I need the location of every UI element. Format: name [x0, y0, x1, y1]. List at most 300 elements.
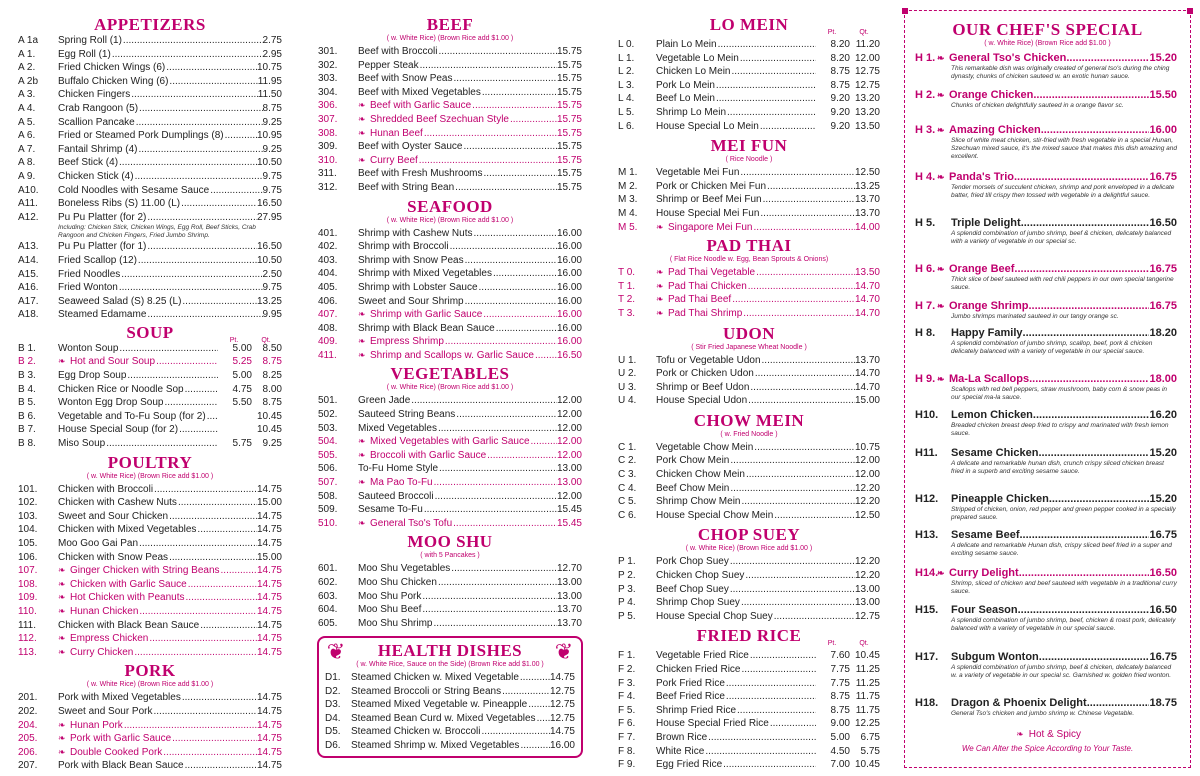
item-name-wrap — [656, 441, 855, 455]
item-name-wrap — [358, 422, 557, 436]
item-price: 10.95 — [256, 130, 282, 142]
item-price: 14.75 — [256, 633, 282, 645]
item-code: 309. — [318, 141, 338, 153]
item-name-wrap — [656, 509, 855, 523]
item-code: B 1. — [18, 342, 36, 354]
item-name-wrap — [370, 349, 557, 363]
menu-item — [18, 619, 282, 633]
menu-item — [325, 698, 575, 712]
menu-item — [18, 143, 282, 157]
menu-item — [618, 610, 880, 624]
item-code: A 6. — [18, 130, 36, 142]
item-code: H18. — [915, 697, 939, 709]
item-price-qt: 12.75 — [854, 66, 880, 78]
item-code: 509. — [318, 504, 338, 516]
item-price: 15.00 — [256, 551, 282, 563]
item-price: 14.70 — [854, 381, 880, 393]
item-price: 14.75 — [256, 705, 282, 717]
item-code: F 3. — [618, 677, 636, 689]
chili-pepper-icon: ❧ — [937, 301, 945, 311]
item-code: A 9. — [18, 170, 36, 182]
item-name-wrap — [58, 143, 263, 157]
chef-item-header — [915, 493, 1177, 506]
item-code: B 6. — [18, 410, 36, 422]
chef-special-item — [915, 529, 1177, 558]
appetizers-list-2 — [18, 240, 282, 322]
item-code: H14. — [915, 567, 939, 579]
item-code: 302. — [318, 59, 338, 71]
item-name: Seaweed Salad (S) 8.25 (L) — [58, 295, 182, 307]
menu-item — [318, 517, 582, 531]
item-name: Beef with Snow Peas — [358, 73, 453, 85]
item-name: Chicken with Cashew Nuts — [58, 497, 177, 509]
chili-pepper-icon: ❧ — [358, 477, 366, 488]
item-price: 16.00 — [556, 295, 582, 307]
item-price-pt: 5.00 — [232, 342, 252, 354]
item-price: 12.20 — [854, 496, 880, 508]
menu-item — [618, 293, 880, 307]
item-price: 16.00 — [556, 281, 582, 293]
item-name: Sweet and Sour Pork — [58, 705, 153, 717]
item-price: 12.50 — [854, 509, 880, 521]
item-name-wrap — [70, 355, 218, 369]
item-code: U 1. — [618, 354, 637, 366]
item-name-wrap — [70, 732, 257, 746]
item-code: 201. — [18, 692, 38, 704]
item-name: Chicken with Black Bean Sauce — [58, 619, 200, 631]
chef-special-item — [915, 409, 1177, 438]
item-price: 16.75 — [1149, 529, 1177, 541]
item-price: 14.75 — [256, 692, 282, 704]
item-name: Beef with Mixed Vegetables — [358, 86, 481, 98]
menu-item — [18, 483, 282, 497]
item-name: Fried Chicken Wings (6) — [58, 62, 166, 74]
item-code: 109. — [18, 592, 38, 604]
item-price: 9.25 — [262, 116, 282, 128]
item-name: Brown Rice — [656, 731, 708, 743]
menu-item — [318, 590, 582, 604]
item-price-qt: 12.00 — [854, 52, 880, 64]
item-name: Beef Chop Suey — [656, 583, 729, 595]
item-name: Wonton Egg Drop Soup — [58, 397, 164, 409]
padthai-subtitle: ( Flat Rice Noodle w. Egg, Bean Sprouts & Onions) — [669, 256, 829, 264]
item-name: Hot and Sour Soup — [70, 356, 156, 368]
menu-item — [618, 677, 880, 691]
item-price-pt: 4.75 — [232, 383, 252, 395]
menu-item — [318, 422, 582, 436]
item-name: Panda's Trio — [949, 171, 1014, 183]
item-name: Pork with Mixed Vegetables — [58, 692, 181, 704]
chili-pepper-icon: ❧ — [656, 280, 664, 291]
chef-item-header — [915, 263, 1177, 276]
item-name-wrap — [656, 193, 855, 207]
item-code: H 4. — [915, 171, 936, 183]
menu-item — [318, 254, 582, 268]
menu-item — [325, 685, 575, 699]
item-code: 502. — [318, 409, 338, 421]
item-name: Fried or Steamed Pork Dumplings (8) — [58, 130, 224, 142]
item-name-wrap — [370, 154, 557, 168]
item-code: M 1. — [618, 167, 638, 179]
chef-special-item — [915, 327, 1177, 356]
item-code: 202. — [18, 705, 38, 717]
chowmein-title: CHOW MEIN — [693, 410, 805, 430]
item-name: Steamed Bean Curd w. Mixed Vegetables — [351, 712, 536, 724]
chili-pepper-icon: ❧ — [58, 565, 66, 576]
vegetables-title: VEGETABLES — [390, 364, 510, 384]
item-code: 113. — [18, 646, 37, 658]
item-name: Sauteed String Beans — [358, 409, 456, 421]
menu-item — [18, 632, 282, 646]
column-noodles-rice — [618, 0, 880, 772]
item-price-qt: 13.20 — [854, 106, 880, 118]
chili-pepper-icon: ❧ — [656, 267, 664, 278]
item-code: H 1. — [915, 52, 936, 64]
item-code: A 2b — [18, 75, 39, 87]
item-price: 16.50 — [1149, 567, 1177, 579]
item-name: Moo Goo Gai Pan — [58, 538, 139, 549]
menu-item — [318, 127, 582, 141]
item-name-wrap — [370, 449, 557, 463]
item-price: 10.75 — [854, 441, 880, 453]
item-price: 13.00 — [556, 463, 582, 475]
soup-title — [18, 324, 282, 342]
item-name: Triple Delight — [951, 217, 1021, 229]
item-code: M 3. — [618, 194, 638, 206]
item-name-wrap — [70, 591, 257, 605]
item-name-wrap — [70, 719, 257, 733]
item-name: Vegetable and To-Fu Soup (for 2) — [58, 410, 206, 422]
item-code: 505. — [318, 449, 338, 461]
menu-item — [618, 454, 880, 468]
item-name: Vegetable Mei Fun — [656, 167, 740, 179]
item-name: Moo Shu Pork — [358, 590, 422, 602]
menu-item — [18, 437, 282, 451]
chef-special-item — [915, 300, 1177, 321]
menu-item — [618, 745, 880, 759]
item-name: Pork or Chicken Udon — [656, 368, 754, 380]
item-price-pt: 9.00 — [830, 718, 850, 730]
beef-list — [318, 45, 582, 195]
item-price: 16.50 — [256, 241, 282, 253]
chowmein-list — [618, 441, 880, 523]
item-price: 12.75 — [854, 610, 880, 622]
item-code: D3. — [325, 699, 341, 710]
item-price-qt: 13.20 — [854, 93, 880, 105]
friedrice-title — [618, 626, 880, 648]
item-name-wrap — [951, 217, 1149, 230]
item-price: 16.50 — [1149, 217, 1177, 229]
item-code: M 4. — [618, 207, 638, 219]
item-name-wrap — [656, 731, 816, 745]
menu-item — [318, 408, 582, 422]
item-name: Chicken Chow Mein — [656, 469, 745, 481]
item-name: Orange Chicken — [949, 89, 1034, 101]
item-code: L 6. — [618, 120, 635, 132]
item-description: Jumbo shrimps marinated sauteed in our tangy orange sc. — [951, 313, 1119, 320]
menu-item — [618, 166, 880, 180]
item-price: 16.75 — [1149, 171, 1177, 183]
item-name: Wonton Soup — [58, 342, 119, 354]
item-code: H 3. — [915, 124, 936, 136]
item-price: 2.95 — [262, 48, 282, 60]
item-price: 16.00 — [556, 336, 582, 348]
item-name: Pad Thai Chicken — [668, 280, 747, 292]
chefs-special-subtitle: ( w. White Rice) (Brown Rice add $1.00 ) — [984, 40, 1111, 47]
item-name: Beef Lo Mein — [656, 93, 715, 105]
item-name-wrap — [358, 617, 557, 631]
appetizers-list — [18, 34, 282, 224]
chili-pepper-icon: ❧ — [656, 221, 664, 232]
chili-pepper-icon: ❧ — [58, 633, 66, 644]
soup-size-header — [218, 332, 282, 350]
item-name: Empress Chicken — [70, 633, 149, 645]
chili-pepper-icon: ❧ — [58, 733, 66, 744]
item-name-wrap — [58, 619, 257, 633]
item-price: 15.75 — [556, 46, 582, 57]
item-code: A11. — [18, 198, 38, 210]
item-code: 510. — [318, 517, 338, 529]
menu-item — [618, 495, 880, 509]
item-name-wrap — [951, 651, 1149, 664]
menu-item — [18, 605, 282, 619]
item-name: Pad Thai Shrimp — [668, 307, 743, 319]
item-price-qt: 8.75 — [262, 356, 282, 368]
item-name: Chicken Lo Mein — [656, 66, 731, 78]
item-name: Curry Beef — [370, 154, 418, 166]
item-description: This remarkable dish was originally created of general tso's during the ching dynasty, chunks of chicken sauteed w. an exotic hunan sauce. — [951, 65, 1170, 80]
chef-item-header — [915, 697, 1177, 710]
item-code: D2. — [325, 685, 341, 697]
item-price: 13.70 — [854, 194, 880, 206]
item-code: A 5. — [18, 116, 36, 128]
item-price-pt: 8.20 — [830, 39, 850, 50]
item-code: 311. — [318, 168, 337, 180]
item-code: L 2. — [618, 66, 635, 78]
item-code: P 2. — [618, 570, 636, 582]
item-name: Beef Stick (4) — [58, 157, 119, 169]
item-name: Pad Thai Vegetable — [668, 267, 756, 279]
chopsuey-list — [618, 555, 880, 623]
item-price: 9.95 — [262, 309, 282, 321]
item-name: Fried Wonton — [58, 282, 118, 294]
item-price-pt — [218, 410, 252, 424]
column-beef-seafood-veg-mooshu — [318, 0, 582, 630]
item-description: General Tso's chicken and jumbo shrimp w. Chinese Vegetable. — [951, 710, 1135, 717]
item-price: 9.75 — [262, 184, 282, 196]
menu-item — [18, 369, 282, 383]
menu-item — [325, 712, 575, 726]
item-name: Shredded Beef Szechuan Style — [370, 113, 509, 125]
item-name-wrap — [951, 447, 1149, 460]
chili-pepper-icon: ❧ — [1016, 729, 1024, 739]
chef-item-header — [915, 409, 1177, 422]
menu-item — [18, 75, 282, 89]
item-code: F 7. — [618, 731, 636, 743]
item-price: 13.00 — [854, 597, 880, 609]
item-price-qt: 11.75 — [855, 691, 880, 703]
item-name-wrap — [656, 381, 855, 395]
menu-item — [618, 280, 880, 294]
item-name: Vegetable Lo Mein — [656, 52, 739, 64]
item-code: 506. — [318, 463, 338, 475]
menu-item — [618, 207, 880, 221]
chili-pepper-icon: ❧ — [937, 90, 945, 100]
item-name-wrap — [58, 211, 257, 225]
item-name-wrap — [358, 562, 557, 576]
menu-item — [318, 99, 582, 113]
item-code: L 0. — [618, 39, 635, 50]
item-name-wrap — [358, 181, 557, 195]
item-name-wrap — [951, 604, 1149, 617]
item-code: 501. — [318, 395, 338, 407]
menu-item — [318, 394, 582, 408]
item-code: H 8. — [915, 327, 936, 339]
item-code: C 3. — [618, 469, 637, 481]
item-code: M 5. — [618, 221, 638, 233]
item-name: Chicken with Mixed Vegetables — [58, 524, 197, 536]
item-name-wrap — [58, 410, 218, 424]
item-name-wrap — [351, 685, 550, 699]
item-name: Beef with Fresh Mushrooms — [358, 168, 483, 180]
menu-item — [318, 435, 582, 449]
item-code: P 1. — [618, 556, 636, 568]
item-code: L 1. — [618, 52, 635, 64]
item-code: 507. — [318, 477, 338, 489]
item-name: Chicken Fingers — [58, 89, 131, 101]
item-name: Pork Chop Suey — [656, 556, 729, 568]
menu-item — [618, 266, 880, 280]
item-name: General Tso's Chicken — [949, 52, 1067, 64]
item-price: 15.20 — [1149, 52, 1177, 64]
item-code: A17. — [18, 295, 39, 307]
item-name: Mixed Vegetables with Garlic Sauce — [370, 436, 530, 448]
item-price: 13.25 — [854, 180, 880, 192]
menu-item — [325, 725, 575, 739]
menu-item — [318, 562, 582, 576]
soup-list — [18, 342, 282, 451]
pork-subtitle: ( w. White Rice) (Brown Rice add $1.00 ) — [86, 681, 214, 689]
item-name-wrap — [656, 495, 855, 509]
item-price-pt: 7.75 — [830, 677, 850, 689]
item-price: 12.00 — [556, 395, 582, 407]
item-price: 13.70 — [556, 617, 582, 629]
item-name-wrap — [656, 79, 816, 93]
item-description: Slice of white meat chicken, stir-fried with fresh vegetable in a special Hunan, Szechuan mixed sauce, it's the mixed sauce that makes this dish amazing and excellent. — [951, 137, 1177, 160]
item-code: 601. — [318, 563, 338, 575]
item-name-wrap — [58, 510, 257, 524]
item-code: M 2. — [618, 180, 638, 192]
item-name-wrap — [656, 468, 855, 482]
item-name: Pork Chow Mein — [656, 455, 730, 467]
menu-item — [18, 48, 282, 62]
item-code: H13. — [915, 529, 939, 541]
item-name: Moo Shu Beef — [358, 604, 422, 616]
item-name: House Special Mei Fun — [656, 207, 760, 219]
item-name-wrap — [656, 555, 855, 569]
item-description: A splendid combination of jumbo shrimp, scallop, beef, pork & chicken delicately balanced with a variety of vegetable in our special sauce. — [951, 340, 1153, 355]
menu-item — [618, 221, 880, 235]
menu-item — [18, 308, 282, 322]
item-code: A 4. — [18, 102, 36, 114]
health-subtitle: ( w. White Rice, Sauce on the Side) (Brown Rice add $1.00 ) — [356, 661, 544, 668]
item-price: 14.75 — [256, 510, 282, 522]
item-code: 105. — [18, 538, 38, 549]
item-name-wrap — [951, 327, 1149, 340]
item-price: 14.75 — [256, 483, 282, 495]
item-code: T 2. — [618, 294, 636, 306]
item-code: 207. — [18, 760, 38, 772]
item-price: 14.70 — [854, 307, 880, 319]
item-name-wrap — [949, 124, 1149, 137]
menu-item — [318, 462, 582, 476]
item-code: 205. — [18, 733, 38, 745]
item-name: Pepper Steak — [358, 59, 419, 71]
soup-title-text: SOUP — [126, 322, 174, 342]
item-name-wrap — [951, 409, 1149, 422]
item-code: T 1. — [618, 280, 636, 292]
item-name-wrap — [58, 254, 257, 268]
item-code: A13. — [18, 241, 39, 253]
item-name-wrap — [58, 308, 263, 322]
spicy-legend — [905, 729, 1190, 740]
chef-special-item — [915, 89, 1177, 110]
item-name: Shrimp or Beef Udon — [656, 381, 750, 393]
item-name: Steamed Mixed Vegetable w. Pineapple — [351, 699, 528, 710]
item-name-wrap — [358, 462, 557, 476]
menu-item — [618, 731, 880, 745]
item-code: A 3. — [18, 89, 36, 101]
item-name: Pu Pu Platter (for 2) — [58, 211, 147, 223]
heart-icon: ❦ — [554, 639, 574, 664]
menu-item — [318, 576, 582, 590]
item-price-qt: 11.20 — [855, 39, 880, 50]
chef-item-header — [915, 529, 1177, 542]
item-price-pt: 5.00 — [232, 370, 252, 382]
item-name-wrap — [358, 576, 557, 590]
item-code: H12. — [915, 493, 939, 505]
menu-item — [618, 509, 880, 523]
spicy-legend-text: Hot & Spicy — [1028, 729, 1082, 740]
item-name-wrap — [358, 227, 557, 241]
chef-item-header — [915, 373, 1177, 386]
chili-pepper-icon: ❧ — [656, 294, 664, 305]
item-name-wrap — [656, 354, 855, 368]
item-name-wrap — [370, 335, 557, 349]
item-code: 407. — [318, 309, 338, 321]
item-name: White Rice — [656, 745, 705, 757]
item-price: 15.75 — [556, 154, 582, 166]
menu-item — [18, 34, 282, 48]
qt-label: Qt. — [859, 29, 869, 36]
beef-subtitle: ( w. White Rice) (Brown Rice add $1.00 ) — [386, 35, 514, 42]
item-name: Moo Shu Shrimp — [358, 617, 433, 629]
item-price: 16.00 — [1149, 124, 1177, 136]
item-code: 603. — [318, 590, 338, 602]
item-code: F 4. — [618, 691, 636, 703]
item-name-wrap — [656, 663, 816, 677]
item-code: 306. — [318, 100, 338, 112]
menu-item — [318, 449, 582, 463]
item-description: Thick slice of beef sauteed with red chili peppers in our own special tangerine sauce. — [951, 276, 1174, 291]
item-name-wrap — [58, 129, 257, 143]
item-name-wrap — [656, 677, 816, 691]
mooshu-title: MOO SHU — [407, 532, 493, 552]
item-name: Amazing Chicken — [949, 124, 1041, 136]
chili-pepper-icon: ❧ — [358, 349, 366, 360]
health-list — [325, 671, 575, 752]
item-name: Curry Chicken — [70, 646, 134, 658]
